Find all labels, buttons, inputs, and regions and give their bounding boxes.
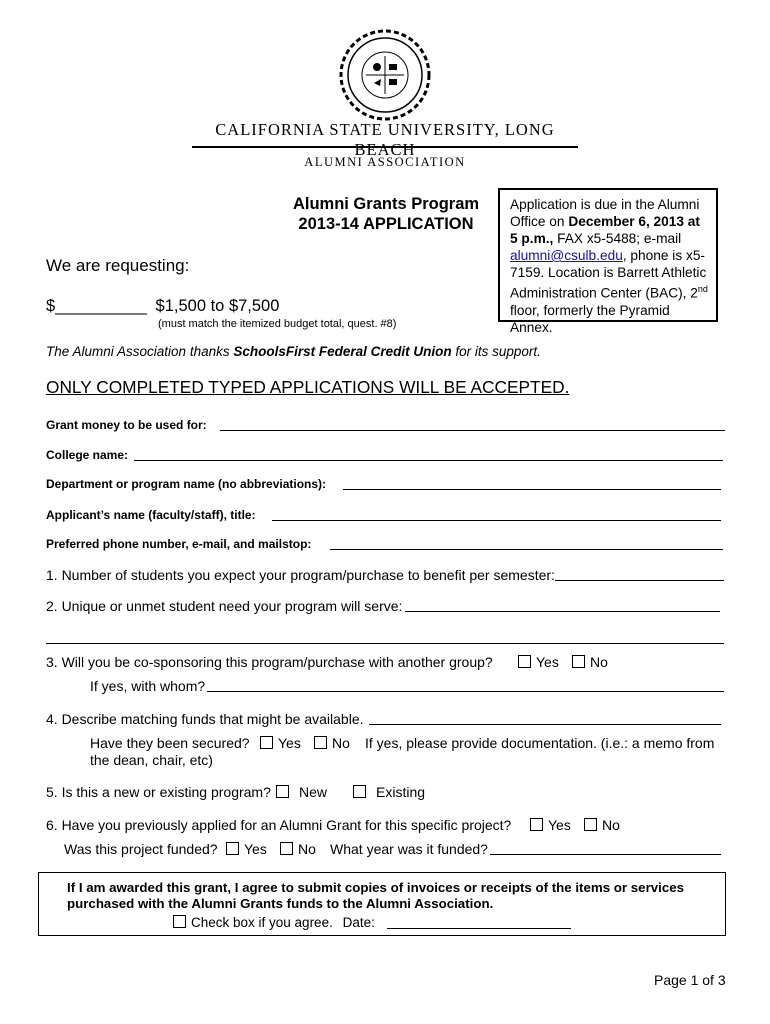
question-3: 3. Will you be co-sponsoring this program/purchase with another group? bbox=[46, 654, 493, 670]
due-text-1: Application is due in the Alumni Office on bbox=[510, 197, 700, 229]
due-date-box bbox=[498, 188, 718, 335]
contact-label: Preferred phone number, e-mail, and mailstop: bbox=[46, 537, 312, 551]
agreement-text: If I am awarded this grant, I agree to submit copies of invoices or receipts of the items or services purchased with the Alumni Grants funds to the Alumni Association. bbox=[67, 880, 685, 911]
grant-use-field[interactable] bbox=[220, 430, 725, 431]
sponsor-name: SchoolsFirst Federal Credit Union bbox=[233, 344, 452, 359]
q6-year-field[interactable] bbox=[490, 854, 721, 855]
agree-check-label: Check box if you agree. bbox=[191, 915, 333, 930]
q5-new-option[interactable] bbox=[276, 784, 327, 800]
q6-no-checkbox[interactable] bbox=[584, 818, 597, 831]
sponsor-thanks bbox=[46, 344, 541, 359]
question-5: 5. Is this a new or existing program? bbox=[46, 784, 271, 800]
department-field[interactable] bbox=[343, 489, 721, 490]
applicant-label: Applicant’s name (faculty/staff), title: bbox=[46, 508, 256, 522]
q6-funded-no-label: No bbox=[298, 841, 316, 857]
program-title-line2: 2013-14 APPLICATION bbox=[298, 215, 474, 233]
q5-new-checkbox[interactable] bbox=[276, 785, 289, 798]
agree-date-field[interactable] bbox=[387, 928, 571, 929]
q6-funded-no-option[interactable] bbox=[280, 841, 316, 857]
request-amount-range: $1,500 to $7,500 bbox=[155, 297, 280, 315]
request-label: We are requesting: bbox=[46, 256, 190, 275]
q5-existing-checkbox[interactable] bbox=[353, 785, 366, 798]
thanks-post: for its support. bbox=[451, 344, 541, 359]
q4-no-checkbox[interactable] bbox=[314, 736, 327, 749]
due-sup: nd bbox=[697, 284, 708, 294]
q3-followup-field[interactable] bbox=[207, 691, 724, 692]
q3-yes-option[interactable] bbox=[518, 654, 559, 670]
program-title bbox=[270, 194, 502, 234]
q3-followup: If yes, with whom? bbox=[90, 678, 206, 694]
question-4-field[interactable] bbox=[369, 724, 721, 725]
q6-no-label: No bbox=[602, 817, 620, 833]
q4-yes-label: Yes bbox=[278, 735, 301, 751]
question-6: 6. Have you previously applied for an Alumni Grant for this specific project? bbox=[46, 817, 512, 833]
q6-yes-option[interactable] bbox=[530, 817, 571, 833]
question-2-field-line2[interactable] bbox=[46, 643, 724, 644]
q4-doc-note: If yes, please provide documentation. (i.e.: a memo from bbox=[365, 735, 715, 751]
question-2-field[interactable] bbox=[405, 611, 720, 612]
agreement-check-row bbox=[173, 915, 375, 930]
contact-field[interactable] bbox=[330, 549, 723, 550]
university-name: CALIFORNIA STATE UNIVERSITY, LONG BEACH bbox=[215, 120, 555, 159]
agree-checkbox[interactable] bbox=[173, 915, 186, 928]
q4-no-label: No bbox=[332, 735, 350, 751]
q6-funded-yes-option[interactable] bbox=[226, 841, 267, 857]
q3-no-option[interactable] bbox=[572, 654, 608, 670]
q6-year-label: What year was it funded? bbox=[330, 841, 488, 857]
question-4: 4. Describe matching funds that might be available. bbox=[46, 711, 364, 727]
program-title-line1: Alumni Grants Program bbox=[292, 195, 480, 213]
due-text-4: floor, formerly the Pyramid Annex. bbox=[510, 302, 670, 335]
college-label: College name: bbox=[46, 448, 129, 462]
q6-yes-label: Yes bbox=[548, 817, 571, 833]
question-1: 1. Number of students you expect your program/purchase to benefit per semester: bbox=[46, 567, 555, 583]
applicant-field[interactable] bbox=[272, 520, 721, 521]
agree-date-label: Date: bbox=[342, 915, 375, 930]
college-field[interactable] bbox=[134, 460, 723, 461]
q5-existing-label: Existing bbox=[376, 784, 426, 800]
due-text-3: , phone is x5-7159. Location is Barrett Athletic Administration Center (BAC), 2 bbox=[510, 248, 707, 301]
q4-secured-label: Have they been secured? bbox=[90, 735, 250, 751]
typed-notice: ONLY COMPLETED TYPED APPLICATIONS WILL BE ACCEPTED. bbox=[46, 377, 570, 397]
page-number: Page 1 of 3 bbox=[654, 972, 726, 988]
thanks-pre: The Alumni Association thanks bbox=[46, 344, 234, 359]
q3-yes-checkbox[interactable] bbox=[518, 655, 531, 668]
grant-use-label: Grant money to be used for: bbox=[46, 418, 207, 432]
due-date: December 6, 2013 at 5 p.m., bbox=[510, 214, 700, 246]
q6-no-option[interactable] bbox=[584, 817, 620, 833]
email-link[interactable]: alumni@csulb.edu bbox=[510, 248, 623, 263]
q3-yes-label: Yes bbox=[536, 654, 559, 670]
request-amount bbox=[46, 297, 279, 316]
q3-no-label: No bbox=[590, 654, 608, 670]
due-text-2: FAX x5-5488; e-mail bbox=[553, 231, 682, 246]
q4-yes-checkbox[interactable] bbox=[260, 736, 273, 749]
association-name: ALUMNI ASSOCIATION bbox=[304, 155, 466, 169]
q6-funded-no-checkbox[interactable] bbox=[280, 842, 293, 855]
q5-new-label: New bbox=[299, 784, 328, 800]
q6-funded-label: Was this project funded? bbox=[64, 841, 218, 857]
university-seal bbox=[338, 28, 432, 122]
q5-existing-option[interactable] bbox=[353, 784, 425, 800]
question-1-field[interactable] bbox=[555, 580, 724, 581]
q6-yes-checkbox[interactable] bbox=[530, 818, 543, 831]
question-2: 2. Unique or unmet student need your program will serve: bbox=[46, 598, 403, 614]
q6-funded-yes-label: Yes bbox=[244, 841, 267, 857]
header-rule bbox=[192, 146, 578, 148]
request-amount-blank[interactable]: $__________ bbox=[46, 297, 147, 315]
q6-funded-yes-checkbox[interactable] bbox=[226, 842, 239, 855]
q4-no-option[interactable] bbox=[314, 735, 350, 751]
q3-no-checkbox[interactable] bbox=[572, 655, 585, 668]
agreement-box bbox=[38, 872, 726, 936]
q4-yes-option[interactable] bbox=[260, 735, 301, 751]
department-label: Department or program name (no abbreviations): bbox=[46, 477, 327, 491]
request-note: (must match the itemized budget total, quest. #8) bbox=[158, 318, 397, 330]
q4-doc-note-2: the dean, chair, etc) bbox=[90, 752, 213, 768]
